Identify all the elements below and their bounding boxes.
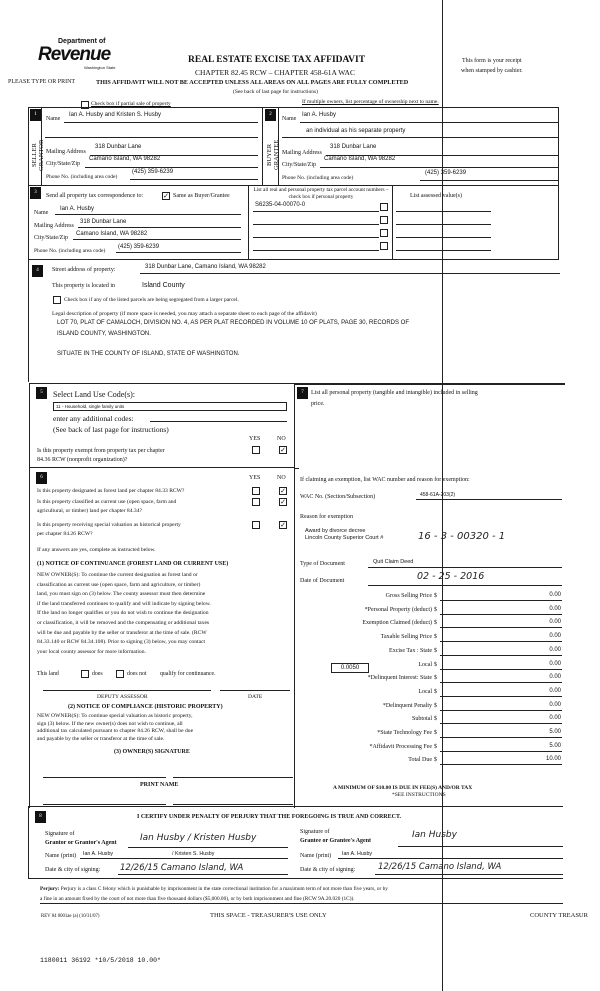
label: agricultural, or timber) land per chapter 84.34?	[37, 508, 142, 514]
label: If any answers are yes, complete as instructed below.	[37, 547, 156, 553]
does-qualify-checkbox[interactable]	[81, 670, 89, 678]
amount-value[interactable]: 0.00	[549, 687, 561, 694]
amount-underline	[440, 696, 562, 697]
legal-description[interactable]: ISLAND COUNTY, WASHINGTON.	[57, 331, 151, 337]
document-type[interactable]: Quit Claim Deed	[373, 559, 414, 565]
amount-label: Taxable Selling Price	[380, 634, 432, 641]
property-county[interactable]: Island County	[142, 282, 185, 289]
grantee-print-name[interactable]: Ian A. Husby	[342, 851, 373, 857]
amount-label: Local	[418, 661, 432, 668]
label: Phone No. (including area code)	[282, 175, 354, 181]
dollar-sign: $	[434, 620, 437, 627]
amount-value[interactable]: 0.00	[549, 646, 561, 653]
amount-value[interactable]: 0.00	[549, 619, 561, 626]
dollar-sign: $	[434, 675, 437, 682]
receipt-note: This form is your receipt	[462, 58, 522, 64]
dollar-sign: $	[434, 606, 437, 613]
label: Check box if any of the listed parcels are being segregated from a larger parcel.	[64, 297, 239, 303]
property-street[interactable]: 318 Dunbar Lane, Camano Island, WA 98282	[145, 264, 266, 270]
text-line: 84.33.140 or RCW 84.34.108). Prior to signing (3) below, you may contact	[37, 639, 206, 646]
segregated-checkbox[interactable]	[53, 296, 61, 304]
personal-property-checkbox[interactable]	[380, 229, 388, 237]
section-number: 5	[36, 387, 47, 399]
buyer-city[interactable]: Camano Island, WA 98282	[324, 156, 396, 162]
label: 84.36 RCW (nonprofit organization)?	[37, 457, 128, 463]
perjury-line-1	[40, 886, 388, 892]
grantor-date-city[interactable]: 12/26/15 Camano Island, WA	[120, 863, 244, 873]
label: DEPUTY ASSESSOR	[97, 694, 148, 700]
correspondence-phone[interactable]: (425) 359-6239	[118, 244, 160, 250]
amount-underline	[440, 614, 562, 615]
amount-value[interactable]: 0.00	[549, 592, 561, 598]
land-use-code-select[interactable]	[53, 402, 287, 411]
text-line: or classification, it will be removed and the compensating or additional taxes	[37, 619, 210, 626]
label: Mailing Address	[282, 150, 322, 156]
please-type: PLEASE TYPE OR PRINT	[8, 79, 76, 85]
text-line: additional tax calculated pursuant to chapter 84.26 RCW, shall be due	[37, 728, 194, 735]
text-line: If the land no longer qualifies or you do not wish to continue the designation	[37, 610, 209, 617]
label: Mailing Address	[46, 149, 86, 155]
personal-property-checkbox[interactable]	[380, 216, 388, 224]
receipt-note-2: when stamped by cashier.	[461, 68, 523, 74]
cashier-stamp: 1180011 36192 *10/5/2018 10.00*	[40, 957, 161, 964]
notice-compliance-title: (2) NOTICE OF COMPLIANCE (HISTORIC PROPERTY)	[68, 704, 223, 710]
amount-underline	[440, 627, 562, 628]
text-line: land, you must sign on (3) below. The county assessor must then determine	[37, 591, 206, 598]
amount-underline	[440, 764, 562, 765]
label: Name	[282, 116, 297, 122]
correspondence-city[interactable]: Camano Island, WA 98282	[76, 231, 148, 237]
seller-city[interactable]: Camano Island, WA 98282	[89, 156, 161, 162]
label: price.	[311, 401, 325, 407]
seller-mail[interactable]: 318 Dunbar Lane	[95, 144, 142, 150]
historic-no-checkbox[interactable]: ✓	[280, 521, 286, 529]
amount-label: Subtotal	[411, 716, 432, 723]
amount-label: *Delinquent Penalty	[382, 702, 432, 709]
amount-underline	[440, 682, 562, 683]
personal-property-checkbox[interactable]	[380, 242, 388, 250]
does-not-qualify-checkbox[interactable]	[116, 670, 124, 678]
minimum-note: A MINIMUM OF $10.00 IS DUE IN FEE(S) AND/OR TAX	[333, 785, 473, 791]
current-use-no-checkbox[interactable]: ✓	[280, 498, 286, 506]
label: Name	[34, 210, 49, 216]
label: This land	[37, 671, 59, 677]
label: This property is located in	[52, 283, 115, 289]
amount-label: Exemption Claimed (deduct)	[362, 620, 432, 627]
dollar-sign: $	[434, 757, 437, 764]
grantor-print-name[interactable]: Ian A. Husby	[83, 851, 114, 857]
amount-value[interactable]: 0.00	[549, 633, 561, 640]
label: Mailing Address	[34, 223, 74, 229]
amount-label: Local	[418, 688, 432, 695]
exemption-reason[interactable]: Lincoln County Superior Court #	[305, 535, 384, 541]
label: YES	[249, 475, 261, 481]
legal-description[interactable]: SITUATE IN THE COUNTY OF ISLAND, STATE OF WASHINGTON.	[57, 351, 240, 357]
warning: THIS AFFIDAVIT WILL NOT BE ACCEPTED UNLESS ALL AREAS ON ALL PAGES ARE FULLY COMPLETED	[96, 79, 409, 86]
label: Same as Buyer/Grantee	[173, 193, 230, 199]
label: Phone No. (including area code)	[46, 174, 118, 180]
seller-name[interactable]: Ian A. Husby and Kristen S. Husby	[69, 112, 162, 118]
notice-continuance-text	[37, 571, 211, 657]
text-line: NEW OWNER(S): To continue the current designation as forest land or	[37, 572, 198, 578]
amount-value[interactable]: 0.00	[549, 715, 561, 722]
notice-continuance-title: (1) NOTICE OF CONTINUANCE (FOREST LAND OR CURRENT USE)	[37, 561, 229, 567]
label: NO	[277, 436, 286, 442]
label: WAC No. (Section/Subsection)	[300, 494, 376, 500]
dollar-sign: $	[434, 743, 437, 750]
amount-underline	[440, 641, 562, 642]
label: PRINT NAME	[140, 782, 179, 788]
amount-label: *Delinquent Interest: State	[367, 675, 432, 682]
label: Is this property designated as forest land per chapter 84.33 RCW?	[37, 488, 185, 494]
same-as-buyer-checkbox[interactable]: ✓	[163, 192, 169, 200]
text-line: sign (3) below. If the new owner(s) does not wish to continue, all	[37, 720, 183, 727]
grantor-print-name-2[interactable]: / Kristen S. Husby	[172, 851, 215, 857]
historic-yes-checkbox[interactable]	[252, 521, 260, 529]
seller-phone[interactable]: (425) 359-6239	[132, 169, 174, 175]
dollar-sign: $	[434, 730, 437, 736]
legal-description[interactable]: LOT 70, PLAT OF CAMALOCH, DIVISION NO. 4, AS PER PLAT RECORDED IN VOLUME 10 OF PLATS, PAGE 30, RECORDS OF	[57, 320, 409, 326]
amount-value[interactable]: 0.00	[549, 674, 561, 681]
buyer-name[interactable]: Ian A. Husby	[302, 112, 337, 118]
amount-underline	[440, 751, 562, 752]
label: Signature of	[45, 831, 75, 837]
label: Date of Document	[300, 578, 345, 584]
label: Reason for exemption	[300, 514, 353, 520]
section-number: 2	[265, 109, 276, 121]
partial-sale-label: Check box if partial sale of property	[91, 101, 171, 107]
owner-signature-title: (3) OWNER(S) SIGNATURE	[114, 749, 190, 755]
county-treasurer-label: COUNTY TREASUR	[530, 912, 588, 919]
form-revision: REV 84 0001ae (a) (10/31/07)	[41, 914, 100, 919]
wac-number[interactable]: 458-61A-203(2)	[420, 492, 456, 498]
label: Type of Document	[300, 561, 345, 567]
buyer-mail[interactable]: 318 Dunbar Lane	[330, 144, 377, 150]
amount-underline	[440, 669, 562, 670]
land-use-label: Select Land Use Code(s):	[53, 390, 135, 399]
amount-value[interactable]: 0.00	[549, 701, 561, 708]
amount-underline	[440, 655, 562, 656]
text-line: will be due and payable by the seller or transferor at the time of sale. (RCW	[37, 629, 207, 636]
forest-no-checkbox[interactable]: ✓	[280, 487, 286, 495]
perjury-line-2: a fine in an amount fixed by the court of not more than five thousand dollars ($5,000.00), or by both imprisonment and fine (RCW 9A.20.020 (1C)).	[40, 896, 355, 902]
label: List all personal property (tangible and intangible) included in selling	[311, 390, 478, 396]
exempt-yes-checkbox[interactable]	[252, 446, 260, 454]
label: Grantee or Grantee's Agent	[300, 838, 372, 844]
label: City/State/Zip	[46, 161, 80, 167]
parcel-number[interactable]: S6235-04-00070-0	[255, 202, 306, 208]
label: YES	[249, 436, 261, 442]
logo-text: Revenue	[38, 44, 111, 65]
label: per chapter 84.26 RCW?	[37, 531, 93, 537]
parcel-header: List all real and personal property tax parcel account numbers – check box if personal property	[253, 187, 389, 200]
form-title: REAL ESTATE EXCISE TAX AFFIDAVIT	[188, 55, 366, 65]
correspondence-mail[interactable]: 318 Dunbar Lane	[80, 219, 127, 225]
amount-value[interactable]: 0.00	[549, 605, 561, 612]
dollar-sign: $	[434, 634, 437, 641]
label: Phone No. (including area code)	[34, 248, 106, 254]
grantee-date-city[interactable]: 12/26/15 Camano Island, WA	[378, 862, 502, 872]
see-instructions: *SEE INSTRUCTIONS	[392, 792, 446, 798]
form-chapter: CHAPTER 82.45 RCW – CHAPTER 458-61A WAC	[195, 68, 355, 77]
label: Is this property classified as current use (open space, farm and	[37, 499, 177, 505]
notice-compliance-text	[37, 713, 193, 743]
assessed-header: List assessed value(s)	[410, 193, 462, 199]
grantee-signature[interactable]: Ian Husby	[412, 830, 457, 840]
land-use-code: 11 - Household, single family units	[56, 404, 125, 409]
label: City/State/Zip	[282, 162, 316, 168]
amount-value[interactable]: 0.00	[549, 660, 561, 667]
label: Is this property receiving special valuation as historical property	[37, 522, 181, 528]
amount-value[interactable]: 5.00	[549, 742, 561, 749]
label: Signature of	[300, 829, 330, 835]
label: Date & city of signing:	[45, 867, 101, 873]
label: Street address of property:	[52, 267, 116, 273]
buyer-label: BUYER GRANTEE	[266, 139, 280, 171]
dollar-sign: $	[434, 688, 437, 695]
personal-property-checkbox[interactable]	[380, 203, 388, 211]
exempt-no-checkbox[interactable]: ✓	[280, 446, 286, 454]
dor-logo	[36, 38, 120, 71]
text-line: your local county assessor for more information.	[37, 648, 146, 655]
amount-value[interactable]: 10.00	[545, 756, 561, 763]
label: Name (print)	[45, 853, 77, 859]
correspondence-name[interactable]: Ian A. Husby	[60, 206, 95, 212]
see-back: (See back of last page for instructions)	[233, 89, 318, 95]
certify-statement: I CERTIFY UNDER PENALTY OF PERJURY THAT THE FOREGOING IS TRUE AND CORRECT.	[137, 814, 402, 820]
local-rate: 0.0050	[340, 665, 360, 671]
logo-text: Department of	[58, 38, 106, 45]
text-line: if the land transferred continues to qualify and will indicate by signing below.	[37, 600, 211, 607]
text-line: classification as current use (open space, farm and agriculture, or timber)	[37, 581, 201, 588]
label: NO	[277, 475, 286, 481]
amount-label: *Affidavit Processing Fee	[369, 743, 432, 750]
current-use-yes-checkbox[interactable]	[252, 498, 260, 506]
dollar-sign: $	[434, 647, 437, 654]
label: (See back of last page for instructions)	[53, 425, 169, 434]
dollar-sign: $	[434, 716, 437, 723]
logo-text: Washington State	[84, 65, 116, 70]
label: City/State/Zip	[34, 235, 68, 241]
dollar-sign: $	[434, 661, 437, 668]
label: Name (print)	[300, 853, 332, 859]
buyer-name-2[interactable]: an individual as his separate property	[306, 128, 406, 134]
amount-underline	[440, 737, 562, 738]
section-number: 4	[32, 265, 43, 277]
label: qualify for continuance.	[160, 671, 216, 677]
multiple-owners-note: If multiple owners, list percentage of ownership next to name.	[302, 99, 439, 105]
amount-label: Gross Selling Price	[385, 593, 432, 599]
correspondence-label: Send all property tax correspondence to:	[46, 193, 144, 199]
label: does	[92, 671, 103, 677]
text-line: NEW OWNER(S): To continue special valuation as historic property,	[37, 713, 193, 719]
amount-underline	[440, 723, 562, 724]
label: does not	[127, 671, 147, 677]
seller-label: SELLER GRANTOR	[31, 139, 45, 171]
label: DATE	[248, 694, 263, 700]
court-number[interactable]: 16 - 3 - 00320 - 1	[418, 531, 506, 542]
perjury-text: Perjury is a class C felony which is punishable by imprisonment in the state correctional institution for a maximum term of not more than five years, or by	[60, 886, 388, 892]
amount-label: *Personal Property (deduct)	[364, 606, 432, 613]
section-number: 1	[30, 109, 41, 121]
amount-value[interactable]: 5.00	[549, 729, 561, 735]
buyer-phone[interactable]: (425) 359-6239	[425, 170, 467, 176]
local-rate-field[interactable]	[331, 663, 369, 673]
document-date[interactable]: 02 - 25 - 2016	[417, 571, 485, 582]
section-number: 8	[35, 811, 46, 823]
label: Date & city of signing:	[300, 867, 356, 873]
section-number: 3	[30, 187, 41, 199]
dollar-sign: $	[434, 702, 437, 709]
section-number: 7	[297, 387, 308, 399]
legal-label: Legal description of property (if more space is needed, you may attach a separate sheet to each page of the affidavit)	[52, 311, 317, 317]
amount-underline	[440, 710, 562, 711]
amount-label: Excise Tax : State	[389, 647, 432, 654]
exemption-reason[interactable]: Award by divorce decree	[305, 528, 366, 534]
label: Is this property exempt from property tax per chapter	[37, 448, 165, 454]
amount-underline	[440, 600, 562, 601]
text-line: and payable by the seller or transferor at the time of sale.	[37, 735, 165, 742]
amount-label: *State Technology Fee	[377, 730, 432, 736]
section-number: 6	[36, 472, 47, 484]
label: If claiming an exemption, list WAC number and reason for exemption:	[300, 477, 470, 483]
treasurer-space-label: THIS SPACE - TREASURER'S USE ONLY	[210, 912, 327, 919]
grantor-signature[interactable]: Ian Husby / Kristen Husby	[140, 833, 257, 843]
label: enter any additional codes:	[53, 414, 134, 423]
label: Name	[46, 116, 61, 122]
perjury-label: Perjury:	[40, 886, 60, 892]
forest-yes-checkbox[interactable]	[252, 487, 260, 495]
amount-label: Total Due	[408, 757, 432, 764]
label: Grantor or Grantor's Agent	[45, 840, 117, 846]
dollar-sign: $	[434, 593, 437, 599]
